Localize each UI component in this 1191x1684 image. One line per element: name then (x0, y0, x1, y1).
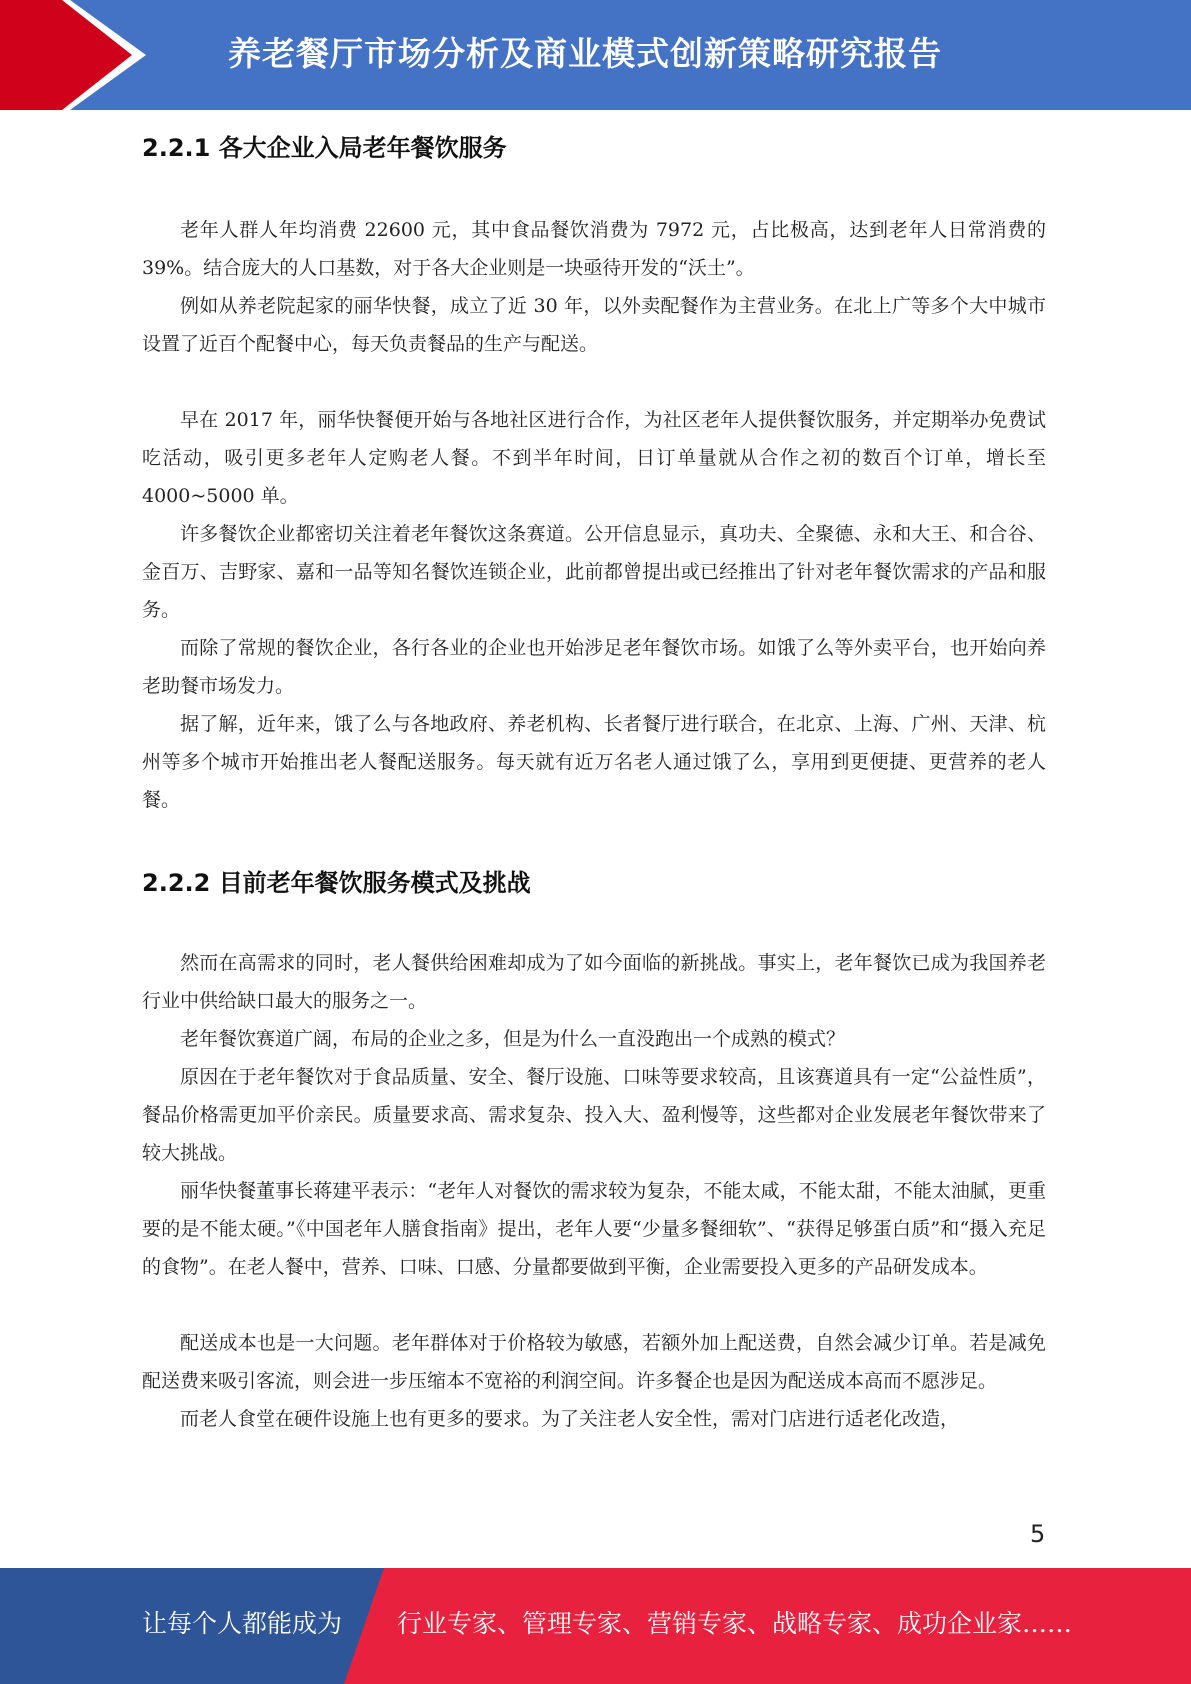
header-banner (0, 0, 1191, 110)
page-number: 5 (1030, 1520, 1046, 1548)
section-heading-2: 2.2.2 目前老年餐饮服务模式及挑战 (142, 869, 531, 897)
footer-slogan-right: 行业专家、管理专家、营销专家、战略专家、成功企业家…… (397, 1609, 1073, 1638)
footer-banner (0, 1568, 1191, 1684)
paragraph: 而除了常规的餐饮企业，各行各业的企业也开始涉足老年餐饮市场。如饿了么等外卖平台，也开始向养老助餐市场发力。 (142, 637, 1046, 697)
section-heading-1: 2.2.1 各大企业入局老年餐饮服务 (142, 134, 507, 162)
header-title: 养老餐厅市场分析及商业模式创新策略研究报告 (228, 34, 942, 73)
page-content (142, 128, 1046, 1438)
paragraph: 然而在高需求的同时，老人餐供给困难却成为了如今面临的新挑战。事实上，老年餐饮已成为我国养老行业中供给缺口最大的服务之一。 (142, 952, 1046, 1012)
paragraph: 许多餐饮企业都密切关注着老年餐饮这条赛道。公开信息显示，真功夫、全聚德、永和大王、和合谷、金百万、吉野家、嘉和一品等知名餐饮连锁企业，此前都曾提出或已经推出了针对老年餐饮需求的产品和服务。 (142, 523, 1046, 621)
paragraph: 例如从养老院起家的丽华快餐，成立了近 30 年，以外卖配餐作为主营业务。在北上广等多个大中城市设置了近百个配餐中心，每天负责餐品的生产与配送。 (142, 295, 1046, 355)
paragraph: 据了解，近年来，饿了么与各地政府、养老机构、长者餐厅进行联合，在北京、上海、广州、天津、杭州等多个城市开始推出老人餐配送服务。每天就有近万名老人通过饿了么，享用到更便捷、更营养的老人餐。 (142, 713, 1046, 811)
paragraph: 配送成本也是一大问题。老年群体对于价格较为敏感，若额外加上配送费，自然会减少订单。若是减免配送费来吸引客流，则会进一步压缩本不宽裕的利润空间。许多餐企也是因为配送成本高而不愿涉足。 (142, 1332, 1046, 1392)
paragraph: 早在 2017 年，丽华快餐便开始与各地社区进行合作，为社区老年人提供餐饮服务，并定期举办免费试吃活动，吸引更多老年人定购老人餐。不到半年时间，日订单量就从合作之初的数百个订单，增长至 4000~5000 单。 (142, 409, 1046, 507)
paragraph: 老年人群人年均消费 22600 元，其中食品餐饮消费为 7972 元，占比极高，达到老年人日常消费的 39%。结合庞大的人口基数，对于各大企业则是一块亟待开发的“沃土”。 (142, 219, 1046, 279)
paragraph: 丽华快餐董事长蒋建平表示：“老年人对餐饮的需求较为复杂，不能太咸，不能太甜，不能太油腻，更重要的是不能太硬。”《中国老年人膳食指南》提出，老年人要“少量多餐细软”、“获得足够蛋白质”和“摄入充足的食物”。在老人餐中，营养、口味、口感、分量都要做到平衡，企业需要投入更多的产品研发成本。 (142, 1180, 1046, 1278)
paragraph: 而老人食堂在硬件设施上也有更多的要求。为了关注老人安全性，需对门店进行适老化改造， (180, 1408, 960, 1430)
paragraph: 原因在于老年餐饮对于食品质量、安全、餐厅设施、口味等要求较高，且该赛道具有一定“公益性质”，餐品价格需更加平价亲民。质量要求高、需求复杂、投入大、盈利慢等，这些都对企业发展老年餐饮带来了较大挑战。 (142, 1066, 1046, 1164)
paragraph: 老年餐饮赛道广阔，布局的企业之多，但是为什么一直没跑出一个成熟的模式？ (180, 1028, 846, 1050)
footer-slogan-left: 让每个人都能成为 (142, 1609, 343, 1638)
